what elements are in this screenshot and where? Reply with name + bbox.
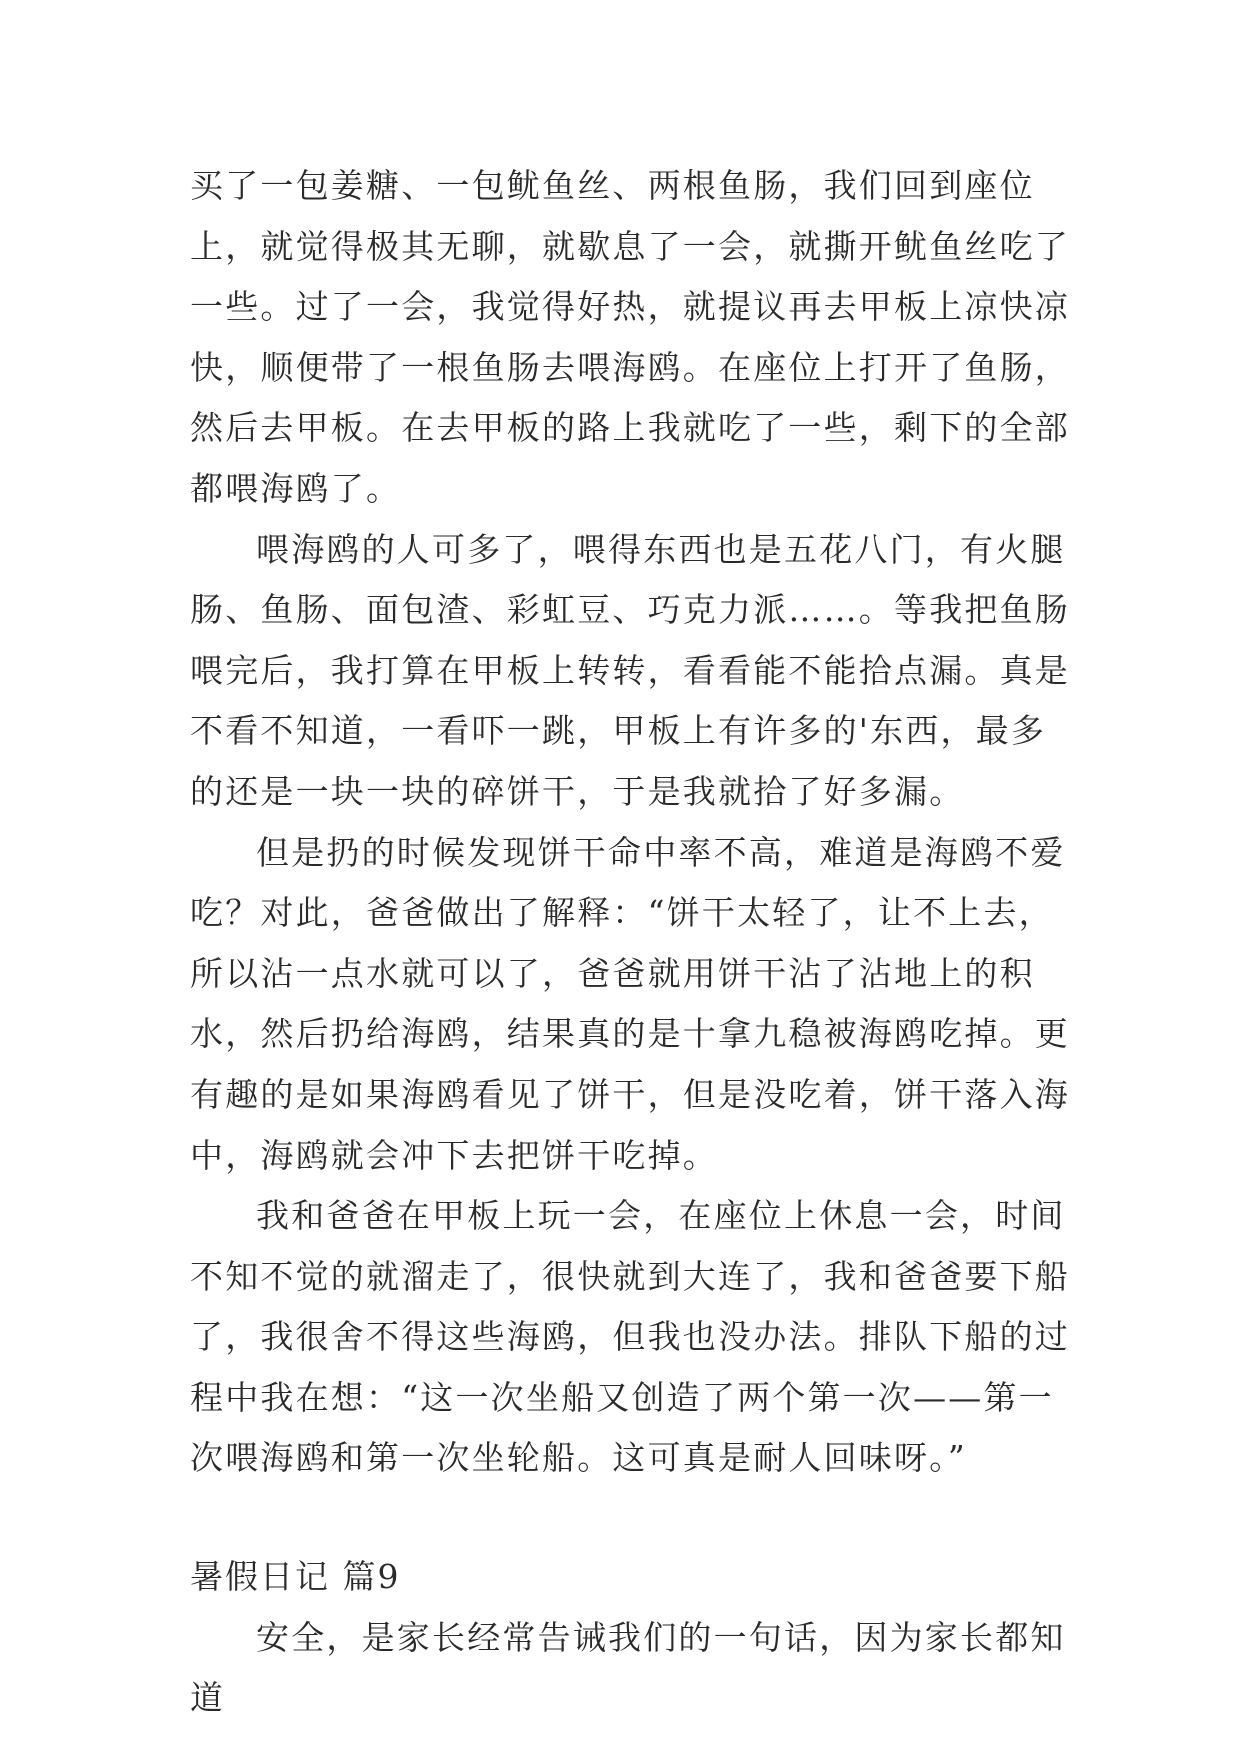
paragraph-5: 安全，是家长经常告诫我们的一句话，因为家长都知道: [190, 1617, 1066, 1718]
paragraph-1: 买了一包姜糖、一包鱿鱼丝、两根鱼肠，我们回到座位上，就觉得极其无聊，就歇息了一会，就撕开鱿鱼丝吃了一些。过了一会，我觉得好热，就提议再去甲板上凉快凉快，顺便带了一根鱼肠去喂海鸥。在座位上打开了鱼肠，然后去甲板。在去甲板的路上我就吃了一些，剩下的全部都喂海鸥了。: [190, 166, 1070, 508]
paragraph-2: 喂海鸥的人可多了，喂得东西也是五花八门，有火腿肠、鱼肠、面包渣、彩虹豆、巧克力派……。等我把鱼肠喂完后，我打算在甲板上转转，看看能不能拾点漏。真是不看不知道，一看吓一跳，甲板上有许多的'东西，最多的还是一块一块的碎饼干，于是我就拾了好多漏。: [190, 529, 1070, 811]
section-heading: 暑假日记 篇9: [190, 1557, 401, 1597]
paragraph-3: 但是扔的时候发现饼干命中率不高，难道是海鸥不爱吃？对此，爸爸做出了解释：“饼干太轻了，让不上去，所以沾一点水就可以了，爸爸就用饼干沾了沾地上的积水，然后扔给海鸥，结果真的是十拿九稳被海鸥吃掉。更有趣的是如果海鸥看见了饼干，但是没吃着，饼干落入海中，海鸥就会冲下去把饼干吃掉。: [190, 832, 1070, 1175]
paragraph-4: 我和爸爸在甲板上玩一会，在座位上休息一会，时间不知不觉的就溜走了，很快就到大连了，我和爸爸要下船了，我很舍不得这些海鸥，但我也没办法。排队下船的过程中我在想：“这一次坐船又创造了两个第一次——第一次喂海鸥和第一次坐轮船。这可真是耐人回味呀。”: [190, 1196, 1070, 1478]
document-body: [190, 156, 1070, 1729]
